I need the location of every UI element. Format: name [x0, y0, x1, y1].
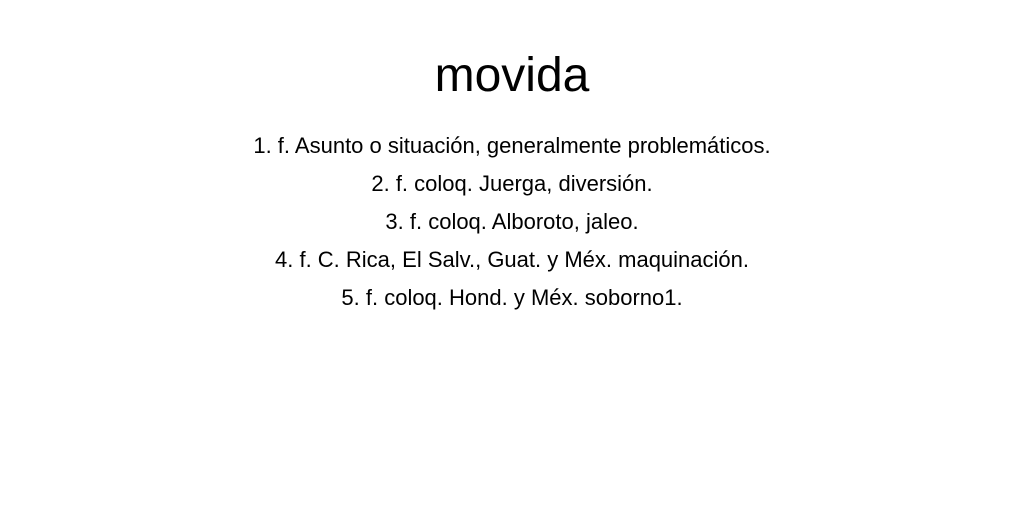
- definition-item: 3. f. coloq. Alboroto, jaleo.: [385, 209, 639, 234]
- definition-item: 1. f. Asunto o situación, generalmente problemáticos.: [253, 133, 771, 158]
- definition-item: 5. f. coloq. Hond. y Méx. soborno1.: [341, 285, 683, 310]
- definition-item: 4. f. C. Rica, El Salv., Guat. y Méx. maquinación.: [275, 247, 749, 272]
- definition-item: 2. f. coloq. Juerga, diversión.: [371, 171, 653, 196]
- definition-list: [0, 127, 1024, 317]
- headword: movida: [434, 49, 590, 102]
